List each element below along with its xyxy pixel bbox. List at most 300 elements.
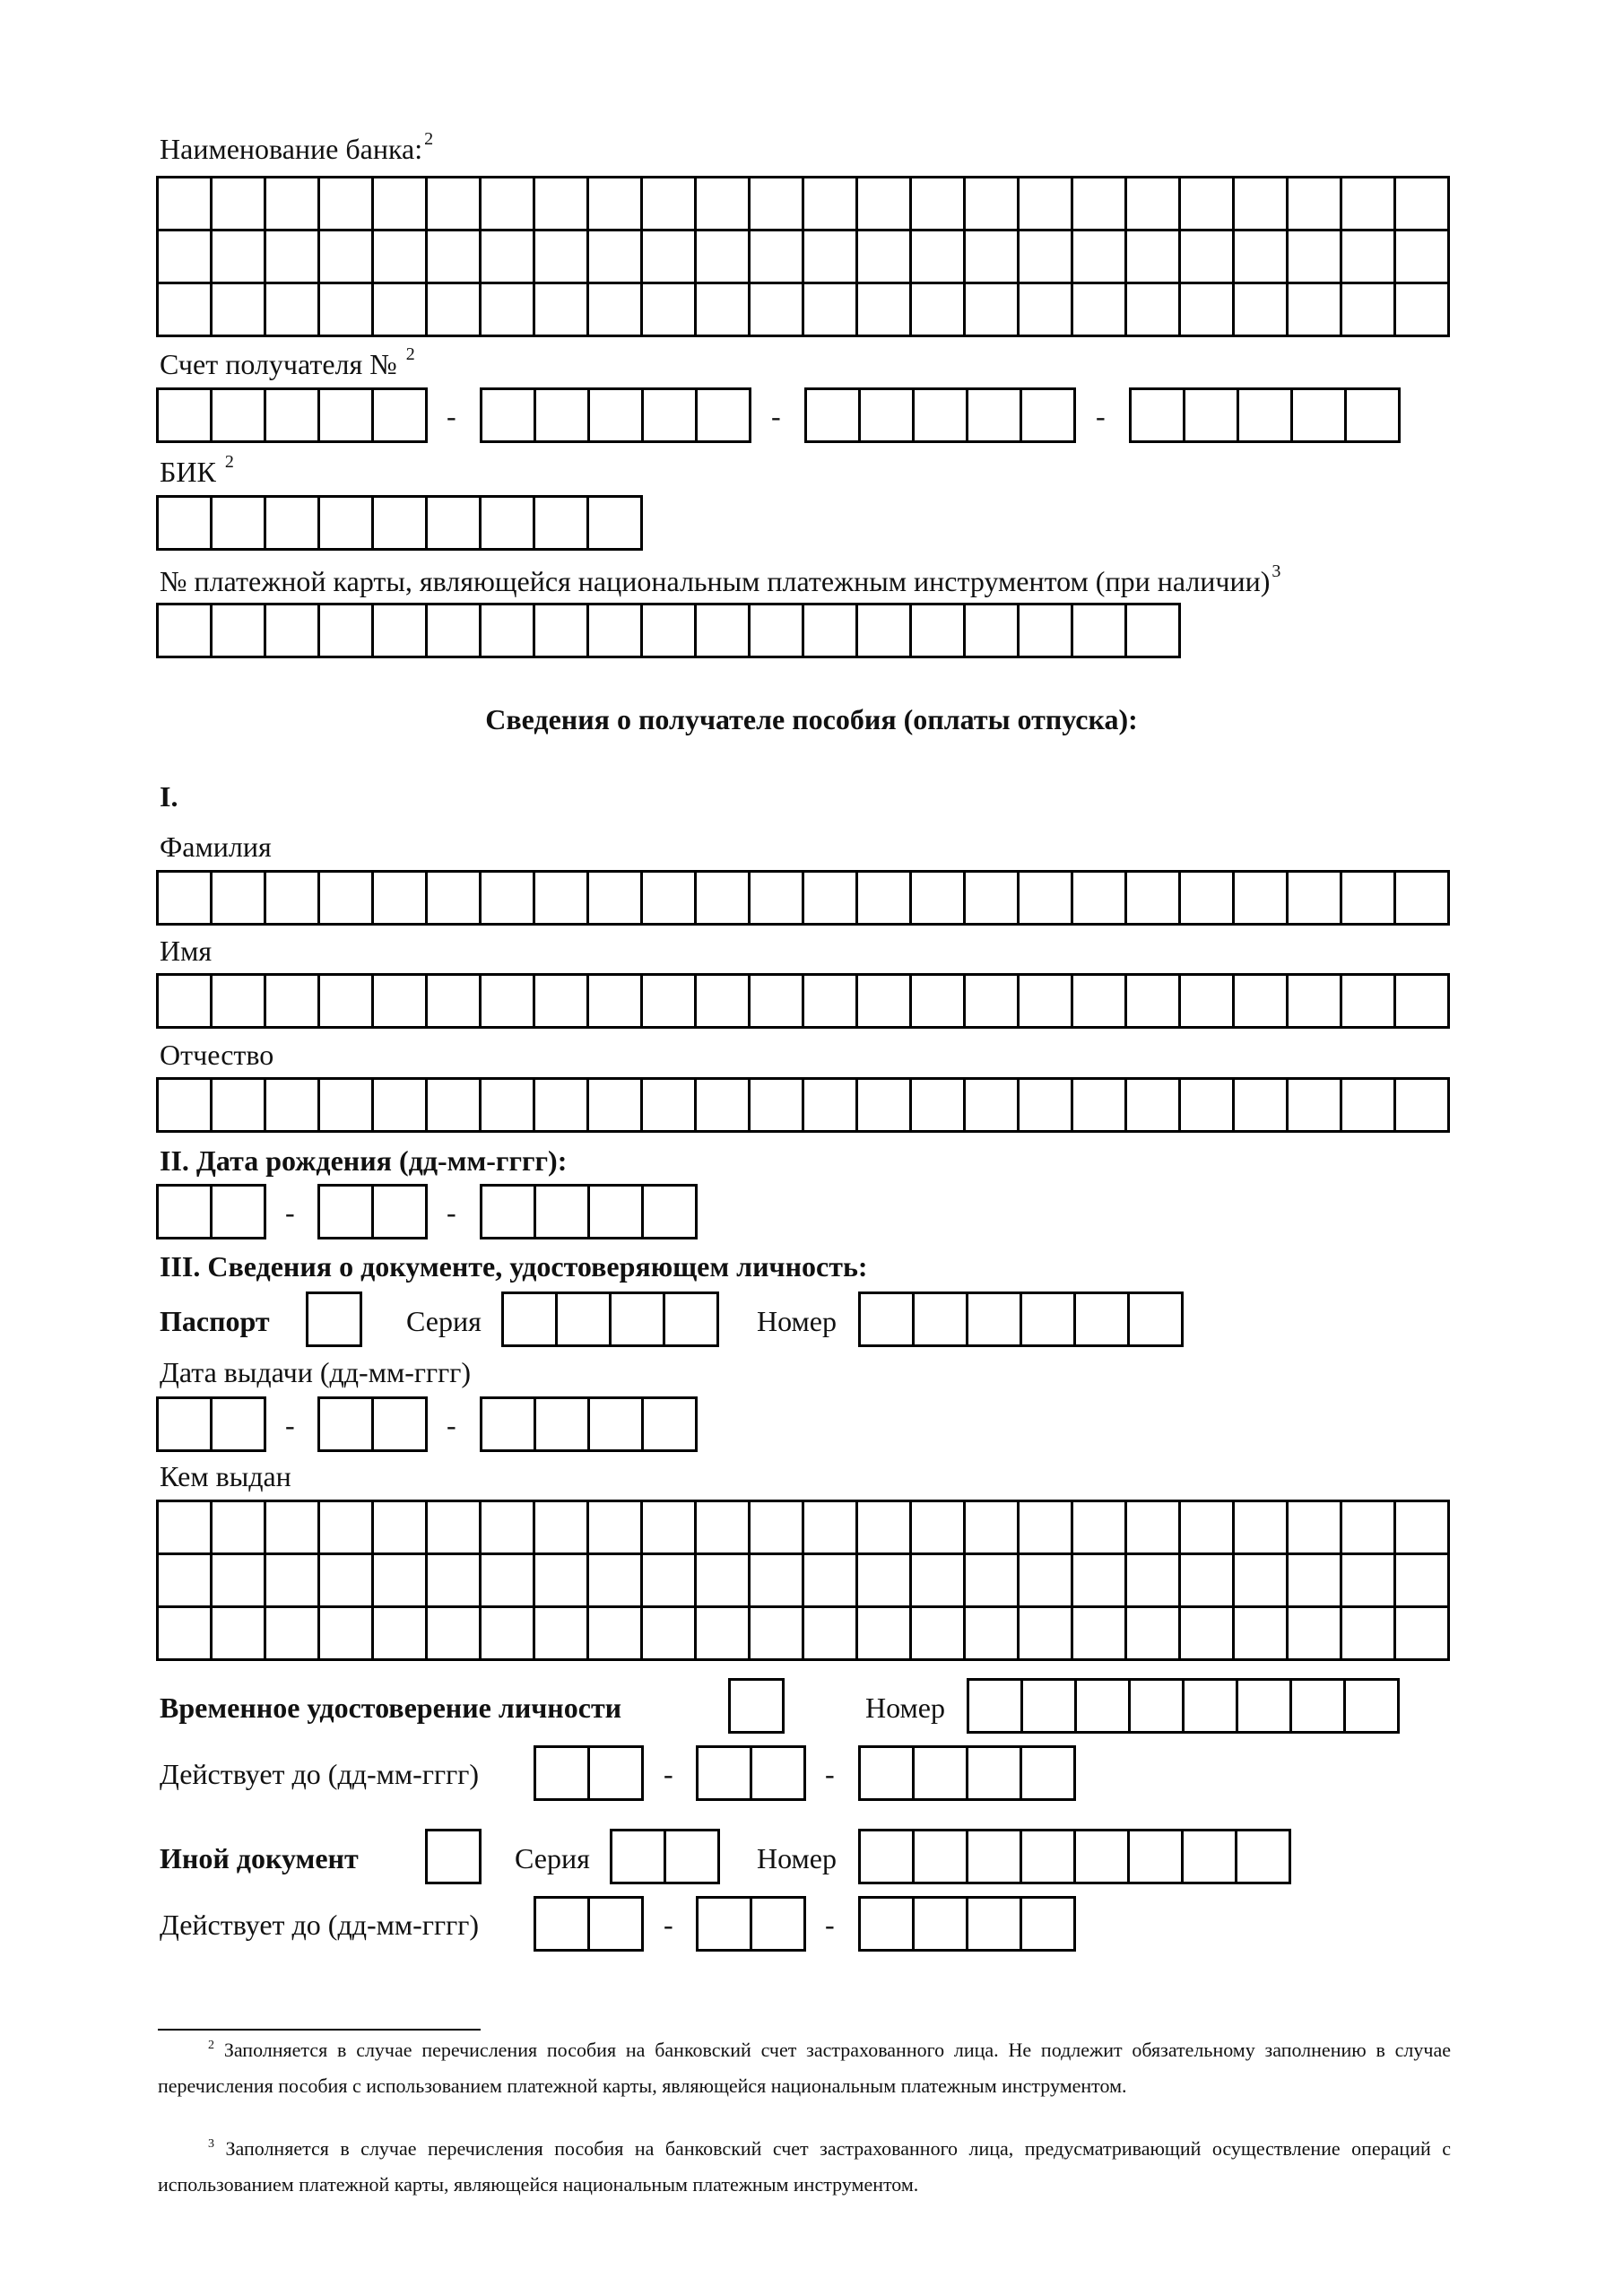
char-cell[interactable] — [643, 1502, 697, 1555]
char-cell[interactable] — [697, 231, 751, 284]
char-cell[interactable] — [159, 1608, 213, 1661]
char-cell[interactable] — [1073, 1502, 1127, 1555]
char-cell[interactable] — [804, 1555, 858, 1608]
char-cell[interactable] — [266, 178, 320, 231]
char-cell[interactable] — [213, 390, 266, 443]
char-cell[interactable] — [1342, 1080, 1396, 1133]
char-cell[interactable] — [1127, 1555, 1181, 1608]
issue-year-grid[interactable] — [480, 1396, 698, 1452]
char-cell[interactable] — [1289, 284, 1342, 337]
char-cell[interactable] — [159, 1555, 213, 1608]
char-cell[interactable] — [1235, 1080, 1289, 1133]
char-cell[interactable] — [266, 605, 320, 658]
char-cell[interactable] — [1127, 976, 1181, 1029]
char-cell[interactable] — [1342, 1555, 1396, 1608]
char-cell[interactable] — [643, 976, 697, 1029]
other-doc-number-grid[interactable] — [858, 1829, 1291, 1884]
char-cell[interactable] — [589, 1555, 643, 1608]
char-cell[interactable] — [1235, 1502, 1289, 1555]
char-cell[interactable] — [751, 605, 804, 658]
char-cell[interactable] — [374, 873, 428, 926]
char-cell[interactable] — [589, 284, 643, 337]
char-cell[interactable] — [1396, 178, 1450, 231]
char-cell[interactable] — [861, 1899, 915, 1952]
char-cell[interactable] — [858, 1608, 912, 1661]
char-cell[interactable] — [1396, 1555, 1450, 1608]
char-cell[interactable] — [159, 1187, 213, 1239]
char-cell[interactable] — [536, 1399, 590, 1452]
birth-day-grid[interactable] — [156, 1184, 266, 1239]
char-cell[interactable] — [1185, 1681, 1238, 1734]
char-cell[interactable] — [1346, 1681, 1400, 1734]
char-cell[interactable] — [159, 1080, 213, 1133]
char-cell[interactable] — [213, 178, 266, 231]
char-cell[interactable] — [428, 178, 482, 231]
char-cell[interactable] — [1073, 1608, 1127, 1661]
char-cell[interactable] — [535, 1502, 589, 1555]
account-part-1-grid[interactable] — [156, 387, 428, 443]
char-cell[interactable] — [861, 1748, 915, 1801]
char-cell[interactable] — [589, 231, 643, 284]
char-cell[interactable] — [1073, 976, 1127, 1029]
char-cell[interactable] — [751, 231, 804, 284]
char-cell[interactable] — [912, 284, 966, 337]
char-cell[interactable] — [320, 1187, 374, 1239]
char-cell[interactable] — [643, 231, 697, 284]
other-doc-series-grid[interactable] — [610, 1829, 720, 1884]
char-cell[interactable] — [320, 284, 374, 337]
char-cell[interactable] — [912, 873, 966, 926]
char-cell[interactable] — [535, 976, 589, 1029]
char-cell[interactable] — [213, 1555, 266, 1608]
char-cell[interactable] — [482, 976, 535, 1029]
passport-number-grid[interactable] — [858, 1292, 1184, 1347]
char-cell[interactable] — [804, 178, 858, 231]
char-cell[interactable] — [1020, 873, 1073, 926]
char-cell[interactable] — [535, 605, 589, 658]
char-cell[interactable] — [858, 1080, 912, 1133]
passport-series-grid[interactable] — [501, 1292, 719, 1347]
char-cell[interactable] — [752, 1748, 806, 1801]
char-cell[interactable] — [536, 1187, 590, 1239]
char-cell[interactable] — [751, 976, 804, 1029]
char-cell[interactable] — [804, 976, 858, 1029]
char-cell[interactable] — [1073, 1555, 1127, 1608]
char-cell[interactable] — [1020, 231, 1073, 284]
char-cell[interactable] — [966, 178, 1020, 231]
char-cell[interactable] — [589, 498, 643, 551]
char-cell[interactable] — [590, 1899, 644, 1952]
char-cell[interactable] — [159, 1399, 213, 1452]
char-cell[interactable] — [912, 1080, 966, 1133]
char-cell[interactable] — [482, 1187, 536, 1239]
char-cell[interactable] — [213, 284, 266, 337]
char-cell[interactable] — [482, 1555, 535, 1608]
char-cell[interactable] — [1289, 1608, 1342, 1661]
char-cell[interactable] — [1020, 1608, 1073, 1661]
char-cell[interactable] — [858, 873, 912, 926]
char-cell[interactable] — [697, 1608, 751, 1661]
temp-valid-day-grid[interactable] — [534, 1745, 644, 1801]
char-cell[interactable] — [643, 873, 697, 926]
char-cell[interactable] — [482, 178, 535, 231]
char-cell[interactable] — [1127, 1502, 1181, 1555]
char-cell[interactable] — [374, 498, 428, 551]
birth-month-grid[interactable] — [317, 1184, 428, 1239]
char-cell[interactable] — [699, 1899, 752, 1952]
char-cell[interactable] — [374, 976, 428, 1029]
char-cell[interactable] — [428, 1831, 482, 1884]
char-cell[interactable] — [966, 1555, 1020, 1608]
other-valid-year-grid[interactable] — [858, 1896, 1076, 1952]
char-cell[interactable] — [1127, 605, 1181, 658]
char-cell[interactable] — [374, 231, 428, 284]
char-cell[interactable] — [320, 498, 374, 551]
char-cell[interactable] — [1185, 390, 1239, 443]
passport-checkbox[interactable] — [306, 1292, 362, 1347]
char-cell[interactable] — [1289, 873, 1342, 926]
char-cell[interactable] — [428, 231, 482, 284]
temp-valid-month-grid[interactable] — [696, 1745, 806, 1801]
char-cell[interactable] — [1022, 390, 1076, 443]
char-cell[interactable] — [159, 390, 213, 443]
char-cell[interactable] — [1235, 1608, 1289, 1661]
char-cell[interactable] — [858, 605, 912, 658]
char-cell[interactable] — [536, 390, 590, 443]
char-cell[interactable] — [1132, 390, 1185, 443]
char-cell[interactable] — [482, 1399, 536, 1452]
char-cell[interactable] — [590, 1187, 644, 1239]
char-cell[interactable] — [968, 1899, 1022, 1952]
char-cell[interactable] — [1020, 1080, 1073, 1133]
char-cell[interactable] — [213, 1399, 266, 1452]
char-cell[interactable] — [1022, 1899, 1076, 1952]
char-cell[interactable] — [751, 873, 804, 926]
char-cell[interactable] — [213, 1608, 266, 1661]
char-cell[interactable] — [1023, 1681, 1077, 1734]
char-cell[interactable] — [804, 1502, 858, 1555]
birth-year-grid[interactable] — [480, 1184, 698, 1239]
char-cell[interactable] — [159, 605, 213, 658]
other-valid-month-grid[interactable] — [696, 1896, 806, 1952]
char-cell[interactable] — [1181, 1608, 1235, 1661]
char-cell[interactable] — [966, 1608, 1020, 1661]
char-cell[interactable] — [665, 1294, 719, 1347]
char-cell[interactable] — [558, 1294, 612, 1347]
issued-by-grid[interactable] — [156, 1500, 1450, 1661]
char-cell[interactable] — [1130, 1831, 1184, 1884]
char-cell[interactable] — [213, 976, 266, 1029]
char-cell[interactable] — [697, 605, 751, 658]
char-cell[interactable] — [590, 390, 644, 443]
char-cell[interactable] — [535, 178, 589, 231]
char-cell[interactable] — [968, 1831, 1022, 1884]
char-cell[interactable] — [1022, 1748, 1076, 1801]
char-cell[interactable] — [482, 873, 535, 926]
char-cell[interactable] — [1235, 231, 1289, 284]
char-cell[interactable] — [751, 1608, 804, 1661]
char-cell[interactable] — [428, 1608, 482, 1661]
char-cell[interactable] — [912, 605, 966, 658]
char-cell[interactable] — [1342, 284, 1396, 337]
char-cell[interactable] — [804, 231, 858, 284]
char-cell[interactable] — [807, 390, 861, 443]
char-cell[interactable] — [612, 1294, 665, 1347]
char-cell[interactable] — [915, 1748, 968, 1801]
char-cell[interactable] — [643, 1555, 697, 1608]
char-cell[interactable] — [912, 976, 966, 1029]
char-cell[interactable] — [159, 231, 213, 284]
char-cell[interactable] — [912, 231, 966, 284]
char-cell[interactable] — [1073, 873, 1127, 926]
char-cell[interactable] — [1342, 1502, 1396, 1555]
char-cell[interactable] — [697, 873, 751, 926]
char-cell[interactable] — [1181, 284, 1235, 337]
char-cell[interactable] — [912, 1502, 966, 1555]
char-cell[interactable] — [266, 390, 320, 443]
char-cell[interactable] — [1289, 1555, 1342, 1608]
char-cell[interactable] — [535, 1080, 589, 1133]
char-cell[interactable] — [804, 1608, 858, 1661]
char-cell[interactable] — [320, 1399, 374, 1452]
issue-day-grid[interactable] — [156, 1396, 266, 1452]
char-cell[interactable] — [482, 284, 535, 337]
char-cell[interactable] — [428, 976, 482, 1029]
patronymic-grid[interactable] — [156, 1077, 1450, 1133]
char-cell[interactable] — [1347, 390, 1401, 443]
char-cell[interactable] — [1073, 284, 1127, 337]
char-cell[interactable] — [159, 873, 213, 926]
char-cell[interactable] — [159, 178, 213, 231]
char-cell[interactable] — [320, 231, 374, 284]
char-cell[interactable] — [374, 1555, 428, 1608]
other-valid-day-grid[interactable] — [534, 1896, 644, 1952]
char-cell[interactable] — [266, 873, 320, 926]
char-cell[interactable] — [1184, 1831, 1237, 1884]
char-cell[interactable] — [699, 1748, 752, 1801]
char-cell[interactable] — [697, 1080, 751, 1133]
char-cell[interactable] — [1077, 1681, 1131, 1734]
surname-grid[interactable] — [156, 870, 1450, 926]
char-cell[interactable] — [643, 605, 697, 658]
char-cell[interactable] — [1239, 390, 1293, 443]
char-cell[interactable] — [213, 605, 266, 658]
char-cell[interactable] — [308, 1294, 362, 1347]
char-cell[interactable] — [320, 605, 374, 658]
char-cell[interactable] — [1396, 284, 1450, 337]
char-cell[interactable] — [428, 498, 482, 551]
char-cell[interactable] — [535, 1608, 589, 1661]
char-cell[interactable] — [1022, 1831, 1076, 1884]
char-cell[interactable] — [535, 284, 589, 337]
char-cell[interactable] — [589, 976, 643, 1029]
char-cell[interactable] — [804, 1080, 858, 1133]
char-cell[interactable] — [536, 1899, 590, 1952]
char-cell[interactable] — [590, 1748, 644, 1801]
char-cell[interactable] — [1073, 1080, 1127, 1133]
char-cell[interactable] — [1020, 178, 1073, 231]
char-cell[interactable] — [915, 1831, 968, 1884]
char-cell[interactable] — [1073, 178, 1127, 231]
char-cell[interactable] — [915, 1294, 968, 1347]
char-cell[interactable] — [1127, 284, 1181, 337]
char-cell[interactable] — [1235, 1555, 1289, 1608]
char-cell[interactable] — [374, 178, 428, 231]
char-cell[interactable] — [428, 284, 482, 337]
char-cell[interactable] — [589, 1608, 643, 1661]
char-cell[interactable] — [482, 1608, 535, 1661]
char-cell[interactable] — [535, 231, 589, 284]
char-cell[interactable] — [1073, 605, 1127, 658]
char-cell[interactable] — [213, 873, 266, 926]
char-cell[interactable] — [912, 178, 966, 231]
char-cell[interactable] — [535, 1555, 589, 1608]
char-cell[interactable] — [643, 1608, 697, 1661]
char-cell[interactable] — [1181, 178, 1235, 231]
char-cell[interactable] — [266, 498, 320, 551]
char-cell[interactable] — [1181, 873, 1235, 926]
char-cell[interactable] — [966, 284, 1020, 337]
card-number-grid[interactable] — [156, 603, 1181, 658]
char-cell[interactable] — [861, 390, 915, 443]
char-cell[interactable] — [1076, 1831, 1130, 1884]
char-cell[interactable] — [482, 498, 535, 551]
char-cell[interactable] — [1289, 1502, 1342, 1555]
account-part-4-grid[interactable] — [1129, 387, 1401, 443]
char-cell[interactable] — [861, 1831, 915, 1884]
name-grid[interactable] — [156, 973, 1450, 1029]
char-cell[interactable] — [213, 1502, 266, 1555]
char-cell[interactable] — [1342, 1608, 1396, 1661]
char-cell[interactable] — [428, 1502, 482, 1555]
char-cell[interactable] — [1396, 1080, 1450, 1133]
char-cell[interactable] — [1181, 1080, 1235, 1133]
char-cell[interactable] — [320, 178, 374, 231]
char-cell[interactable] — [1235, 976, 1289, 1029]
char-cell[interactable] — [966, 231, 1020, 284]
account-part-2-grid[interactable] — [480, 387, 751, 443]
char-cell[interactable] — [1181, 231, 1235, 284]
char-cell[interactable] — [644, 390, 698, 443]
char-cell[interactable] — [589, 873, 643, 926]
char-cell[interactable] — [428, 1080, 482, 1133]
char-cell[interactable] — [1238, 1681, 1292, 1734]
char-cell[interactable] — [589, 605, 643, 658]
char-cell[interactable] — [1073, 231, 1127, 284]
char-cell[interactable] — [374, 605, 428, 658]
char-cell[interactable] — [1342, 178, 1396, 231]
char-cell[interactable] — [697, 976, 751, 1029]
char-cell[interactable] — [213, 1187, 266, 1239]
char-cell[interactable] — [966, 605, 1020, 658]
char-cell[interactable] — [1235, 178, 1289, 231]
temp-id-number-grid[interactable] — [967, 1678, 1400, 1734]
char-cell[interactable] — [612, 1831, 666, 1884]
char-cell[interactable] — [968, 390, 1022, 443]
char-cell[interactable] — [590, 1399, 644, 1452]
char-cell[interactable] — [858, 231, 912, 284]
other-doc-checkbox[interactable] — [425, 1829, 482, 1884]
char-cell[interactable] — [643, 284, 697, 337]
char-cell[interactable] — [858, 1502, 912, 1555]
char-cell[interactable] — [1289, 231, 1342, 284]
char-cell[interactable] — [697, 1555, 751, 1608]
char-cell[interactable] — [589, 178, 643, 231]
char-cell[interactable] — [159, 1502, 213, 1555]
char-cell[interactable] — [1289, 178, 1342, 231]
char-cell[interactable] — [968, 1748, 1022, 1801]
temp-id-checkbox[interactable] — [728, 1678, 785, 1734]
char-cell[interactable] — [589, 1502, 643, 1555]
char-cell[interactable] — [213, 231, 266, 284]
char-cell[interactable] — [374, 1187, 428, 1239]
char-cell[interactable] — [374, 390, 428, 443]
char-cell[interactable] — [966, 1502, 1020, 1555]
char-cell[interactable] — [804, 284, 858, 337]
char-cell[interactable] — [159, 498, 213, 551]
char-cell[interactable] — [1181, 1555, 1235, 1608]
char-cell[interactable] — [428, 1555, 482, 1608]
char-cell[interactable] — [804, 605, 858, 658]
char-cell[interactable] — [374, 1502, 428, 1555]
char-cell[interactable] — [1076, 1294, 1130, 1347]
char-cell[interactable] — [698, 390, 751, 443]
bik-grid[interactable] — [156, 495, 643, 551]
char-cell[interactable] — [751, 284, 804, 337]
char-cell[interactable] — [428, 605, 482, 658]
char-cell[interactable] — [1396, 976, 1450, 1029]
char-cell[interactable] — [1181, 1502, 1235, 1555]
char-cell[interactable] — [1396, 231, 1450, 284]
char-cell[interactable] — [1020, 1502, 1073, 1555]
char-cell[interactable] — [1127, 1080, 1181, 1133]
char-cell[interactable] — [1235, 284, 1289, 337]
char-cell[interactable] — [266, 1502, 320, 1555]
char-cell[interactable] — [1396, 873, 1450, 926]
char-cell[interactable] — [751, 1555, 804, 1608]
char-cell[interactable] — [1289, 1080, 1342, 1133]
char-cell[interactable] — [1237, 1831, 1291, 1884]
char-cell[interactable] — [644, 1187, 698, 1239]
char-cell[interactable] — [1130, 1294, 1184, 1347]
char-cell[interactable] — [213, 1080, 266, 1133]
char-cell[interactable] — [266, 284, 320, 337]
char-cell[interactable] — [731, 1681, 785, 1734]
char-cell[interactable] — [482, 605, 535, 658]
char-cell[interactable] — [969, 1681, 1023, 1734]
char-cell[interactable] — [589, 1080, 643, 1133]
char-cell[interactable] — [1127, 231, 1181, 284]
char-cell[interactable] — [320, 390, 374, 443]
char-cell[interactable] — [374, 1080, 428, 1133]
char-cell[interactable] — [966, 976, 1020, 1029]
char-cell[interactable] — [1127, 873, 1181, 926]
char-cell[interactable] — [482, 390, 536, 443]
char-cell[interactable] — [697, 284, 751, 337]
temp-valid-year-grid[interactable] — [858, 1745, 1076, 1801]
account-part-3-grid[interactable] — [804, 387, 1076, 443]
char-cell[interactable] — [752, 1899, 806, 1952]
char-cell[interactable] — [482, 1080, 535, 1133]
char-cell[interactable] — [644, 1399, 698, 1452]
char-cell[interactable] — [966, 873, 1020, 926]
char-cell[interactable] — [504, 1294, 558, 1347]
char-cell[interactable] — [858, 284, 912, 337]
char-cell[interactable] — [1289, 976, 1342, 1029]
char-cell[interactable] — [535, 498, 589, 551]
char-cell[interactable] — [1342, 976, 1396, 1029]
char-cell[interactable] — [320, 873, 374, 926]
